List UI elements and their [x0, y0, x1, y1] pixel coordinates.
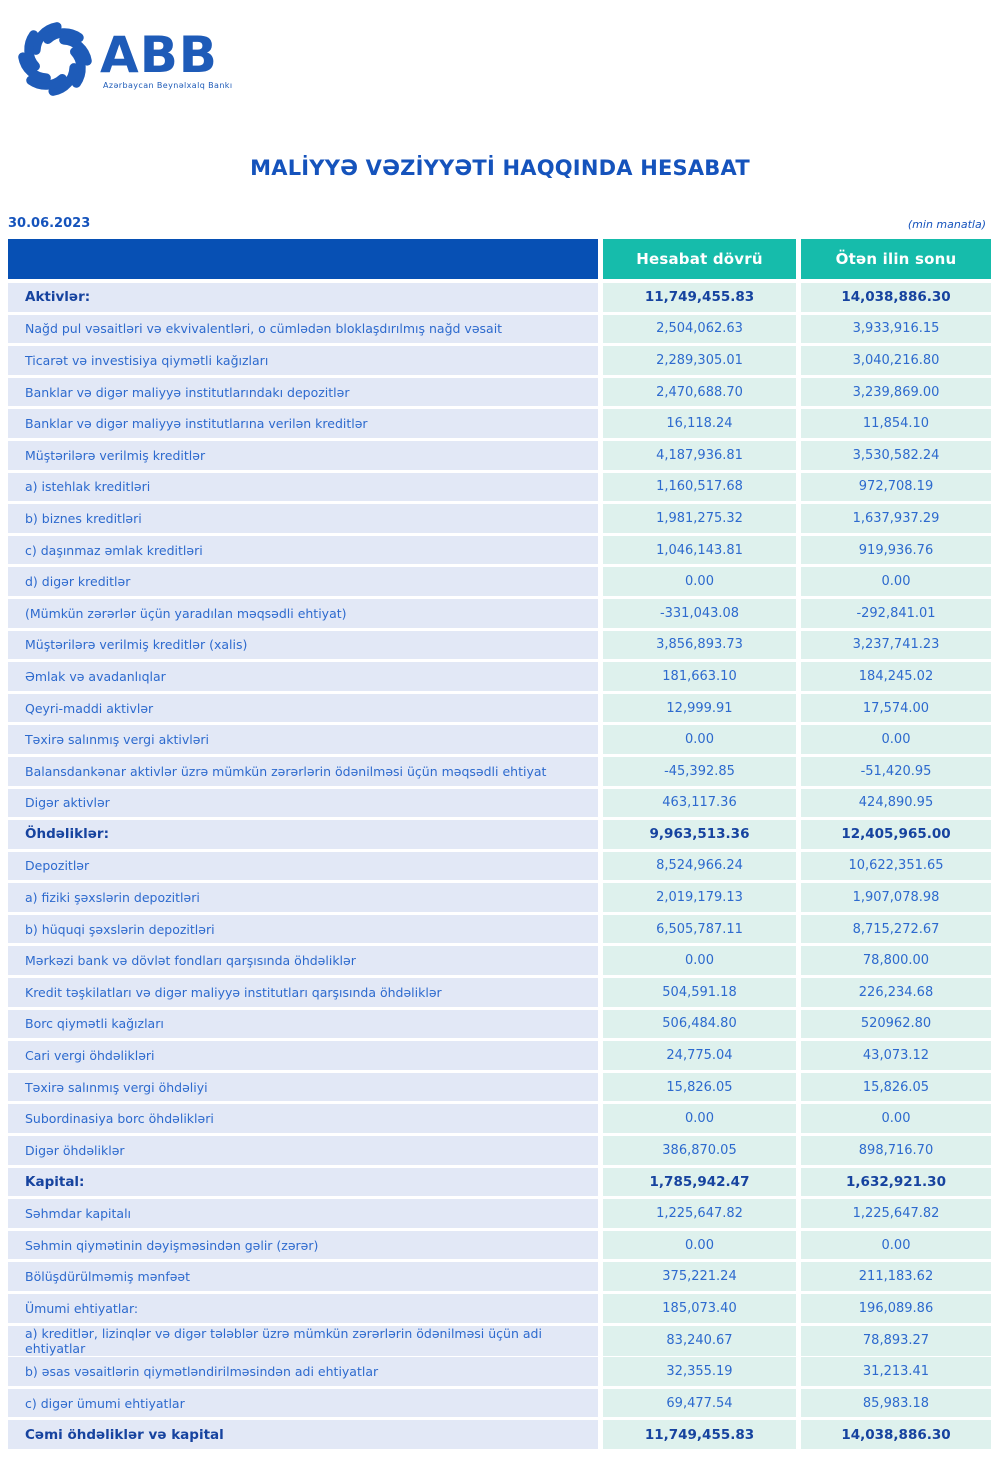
row-previous: 898,716.70 [801, 1136, 991, 1165]
table-row [8, 1294, 986, 1323]
row-current: 16,118.24 [603, 409, 796, 438]
table-row [8, 1136, 986, 1165]
row-previous: 17,574.00 [801, 694, 991, 723]
row-previous: 0.00 [801, 725, 991, 754]
table-row [8, 694, 986, 723]
row-previous: 3,933,916.15 [801, 315, 991, 344]
row-current: 0.00 [603, 946, 796, 975]
row-previous: 31,213.41 [801, 1357, 991, 1386]
table-row [8, 1041, 986, 1070]
brand-subtitle: Azərbaycan Beynəlxalq Bankı [103, 81, 233, 90]
row-previous: 14,038,886.30 [801, 283, 991, 312]
table-row [8, 1357, 986, 1386]
table-row [8, 1326, 986, 1355]
row-current: 69,477.54 [603, 1389, 796, 1418]
row-previous: 972,708.19 [801, 473, 991, 502]
row-label: Ticarət və investisiya qiymətli kağızları [8, 346, 598, 375]
row-label: Əmlak və avadanlıqlar [8, 662, 598, 691]
row-previous: 226,234.68 [801, 978, 991, 1007]
row-previous: 1,225,647.82 [801, 1199, 991, 1228]
table-row [8, 820, 986, 849]
table-row [8, 283, 986, 312]
table-header-row [8, 239, 986, 279]
table-row [8, 631, 986, 660]
row-previous: 43,073.12 [801, 1041, 991, 1070]
row-previous: 3,239,869.00 [801, 378, 991, 407]
row-current: 83,240.67 [603, 1326, 796, 1356]
table-row [8, 504, 986, 533]
row-current: 6,505,787.11 [603, 915, 796, 944]
row-label: Digər aktivlər [8, 789, 598, 818]
row-current: 2,504,062.63 [603, 315, 796, 344]
row-previous: 8,715,272.67 [801, 915, 991, 944]
row-current: 15,826.05 [603, 1073, 796, 1102]
row-label: b) əsas vəsaitlərin qiymətləndirilməsindən adi ehtiyatlar [8, 1357, 598, 1386]
table-row [8, 346, 986, 375]
financial-table [8, 239, 986, 1449]
row-label: b) hüquqi şəxslərin depozitləri [8, 915, 598, 944]
table-body [8, 283, 986, 1449]
row-current: 11,749,455.83 [603, 1420, 796, 1449]
row-label: Səhmin qiymətinin dəyişməsindən gəlir (zərər) [8, 1231, 598, 1260]
row-label: Borc qiymətli kağızları [8, 1010, 598, 1039]
table-row [8, 536, 986, 565]
meta-line [8, 216, 986, 231]
row-label: Müştərilərə verilmiş kreditlər [8, 441, 598, 470]
row-current: 506,484.80 [603, 1010, 796, 1039]
row-current: 0.00 [603, 567, 796, 596]
row-previous: 1,632,921.30 [801, 1168, 991, 1197]
table-row [8, 1168, 986, 1197]
row-previous: 424,890.95 [801, 789, 991, 818]
row-current: 0.00 [603, 725, 796, 754]
row-label: Balansdankənar aktivlər üzrə mümkün zərərlərin ödənilməsi üçün məqsədli ehtiyat [8, 757, 598, 786]
row-label: Nağd pul vəsaitləri və ekvivalentləri, o cümlədən bloklaşdırılmış nağd vəsait [8, 315, 598, 344]
row-current: 375,221.24 [603, 1262, 796, 1291]
table-row [8, 915, 986, 944]
brand-block [100, 26, 233, 90]
row-current: 3,856,893.73 [603, 631, 796, 660]
row-label: Kapital: [8, 1168, 598, 1197]
table-row [8, 1073, 986, 1102]
row-label: Aktivlər: [8, 283, 598, 312]
row-label: Depozitlər [8, 852, 598, 881]
row-label: Banklar və digər maliyyə institutlarına verilən kreditlər [8, 409, 598, 438]
row-label: c) daşınmaz əmlak kreditləri [8, 536, 598, 565]
table-row [8, 599, 986, 628]
row-previous: 11,854.10 [801, 409, 991, 438]
row-current: 1,981,275.32 [603, 504, 796, 533]
table-row [8, 1199, 986, 1228]
row-label: (Mümkün zərərlər üçün yaradılan məqsədli ehtiyat) [8, 599, 598, 628]
table-row [8, 1389, 986, 1418]
table-row [8, 757, 986, 786]
row-previous: -51,420.95 [801, 757, 991, 786]
row-label: d) digər kreditlər [8, 567, 598, 596]
row-current: 9,963,513.36 [603, 820, 796, 849]
table-row [8, 883, 986, 912]
row-label: Digər öhdəliklər [8, 1136, 598, 1165]
page-title: MALİYYƏ VƏZİYYƏTİ HAQQINDA HESABAT [250, 156, 750, 180]
column-header-previous: Ötən ilin sonu [801, 239, 991, 279]
row-label: Kredit təşkilatları və digər maliyyə institutları qarşısında öhdəliklər [8, 978, 598, 1007]
table-row [8, 1262, 986, 1291]
table-row [8, 1104, 986, 1133]
row-label: Səhmdar kapitalı [8, 1199, 598, 1228]
row-current: 463,117.36 [603, 789, 796, 818]
table-row [8, 662, 986, 691]
row-previous: 15,826.05 [801, 1073, 991, 1102]
row-previous: 78,800.00 [801, 946, 991, 975]
row-label: b) biznes kreditləri [8, 504, 598, 533]
row-label: Subordinasiya borc öhdəlikləri [8, 1104, 598, 1133]
row-current: 2,289,305.01 [603, 346, 796, 375]
row-current: 1,225,647.82 [603, 1199, 796, 1228]
row-label: Ümumi ehtiyatlar: [8, 1294, 598, 1323]
row-previous: -292,841.01 [801, 599, 991, 628]
row-current: 0.00 [603, 1104, 796, 1133]
abb-pinwheel-icon [16, 20, 94, 98]
row-label: Təxirə salınmış vergi aktivləri [8, 725, 598, 754]
row-previous: 1,637,937.29 [801, 504, 991, 533]
row-label: Cari vergi öhdəlikləri [8, 1041, 598, 1070]
table-row [8, 789, 986, 818]
row-label: a) fiziki şəxslərin depozitləri [8, 883, 598, 912]
report-date: 30.06.2023 [8, 216, 91, 231]
row-previous: 0.00 [801, 1231, 991, 1260]
row-label: Banklar və digər maliyyə institutlarındakı depozitlər [8, 378, 598, 407]
row-label: Cəmi öhdəliklər və kapital [8, 1420, 598, 1449]
table-row [8, 852, 986, 881]
row-current: 2,470,688.70 [603, 378, 796, 407]
row-previous: 3,530,582.24 [801, 441, 991, 470]
row-previous: 85,983.18 [801, 1389, 991, 1418]
row-current: 12,999.91 [603, 694, 796, 723]
table-row [8, 567, 986, 596]
table-row [8, 409, 986, 438]
table-row [8, 473, 986, 502]
column-header-current: Hesabat dövrü [603, 239, 796, 279]
row-label: Təxirə salınmış vergi öhdəliyi [8, 1073, 598, 1102]
brand-name: ABB [100, 26, 218, 84]
row-label: Mərkəzi bank və dövlət fondları qarşısında öhdəliklər [8, 946, 598, 975]
logo [0, 0, 1000, 100]
row-current: 181,663.10 [603, 662, 796, 691]
row-current: 24,775.04 [603, 1041, 796, 1070]
row-current: 1,160,517.68 [603, 473, 796, 502]
row-previous: 12,405,965.00 [801, 820, 991, 849]
row-previous: 520962.80 [801, 1010, 991, 1039]
table-row [8, 378, 986, 407]
row-label: c) digər ümumi ehtiyatlar [8, 1389, 598, 1418]
table-row [8, 1420, 986, 1449]
table-row [8, 441, 986, 470]
row-label: a) istehlak kreditləri [8, 473, 598, 502]
table-row [8, 978, 986, 1007]
row-previous: 211,183.62 [801, 1262, 991, 1291]
table-row [8, 946, 986, 975]
row-previous: 0.00 [801, 567, 991, 596]
row-current: 2,019,179.13 [603, 883, 796, 912]
row-current: 1,785,942.47 [603, 1168, 796, 1197]
row-current: 504,591.18 [603, 978, 796, 1007]
header-left-band [8, 239, 598, 279]
row-current: 185,073.40 [603, 1294, 796, 1323]
row-label: Bölüşdürülməmiş mənfəət [8, 1262, 598, 1291]
row-label: Müştərilərə verilmiş kreditlər (xalis) [8, 631, 598, 660]
row-current: 386,870.05 [603, 1136, 796, 1165]
row-current: 0.00 [603, 1231, 796, 1260]
row-current: 1,046,143.81 [603, 536, 796, 565]
row-current: 4,187,936.81 [603, 441, 796, 470]
row-current: 8,524,966.24 [603, 852, 796, 881]
row-current: 32,355.19 [603, 1357, 796, 1386]
row-label: Öhdəliklər: [8, 820, 598, 849]
row-previous: 196,089.86 [801, 1294, 991, 1323]
row-previous: 10,622,351.65 [801, 852, 991, 881]
row-current: -331,043.08 [603, 599, 796, 628]
row-label: a) kreditlər, lizinqlər və digər tələblər üzrə mümkün zərərlərin ödənilməsi üçün adi ehtiyatlar [8, 1326, 598, 1356]
row-previous: 184,245.02 [801, 662, 991, 691]
row-previous: 78,893.27 [801, 1326, 991, 1356]
row-current: 11,749,455.83 [603, 283, 796, 312]
unit-note: (min manatla) [907, 218, 986, 231]
row-previous: 1,907,078.98 [801, 883, 991, 912]
table-row [8, 725, 986, 754]
table-row [8, 1010, 986, 1039]
row-current: -45,392.85 [603, 757, 796, 786]
row-label: Qeyri-maddi aktivlər [8, 694, 598, 723]
row-previous: 0.00 [801, 1104, 991, 1133]
row-previous: 3,040,216.80 [801, 346, 991, 375]
table-row [8, 1231, 986, 1260]
table-row [8, 315, 986, 344]
row-previous: 919,936.76 [801, 536, 991, 565]
row-previous: 3,237,741.23 [801, 631, 991, 660]
row-previous: 14,038,886.30 [801, 1420, 991, 1449]
